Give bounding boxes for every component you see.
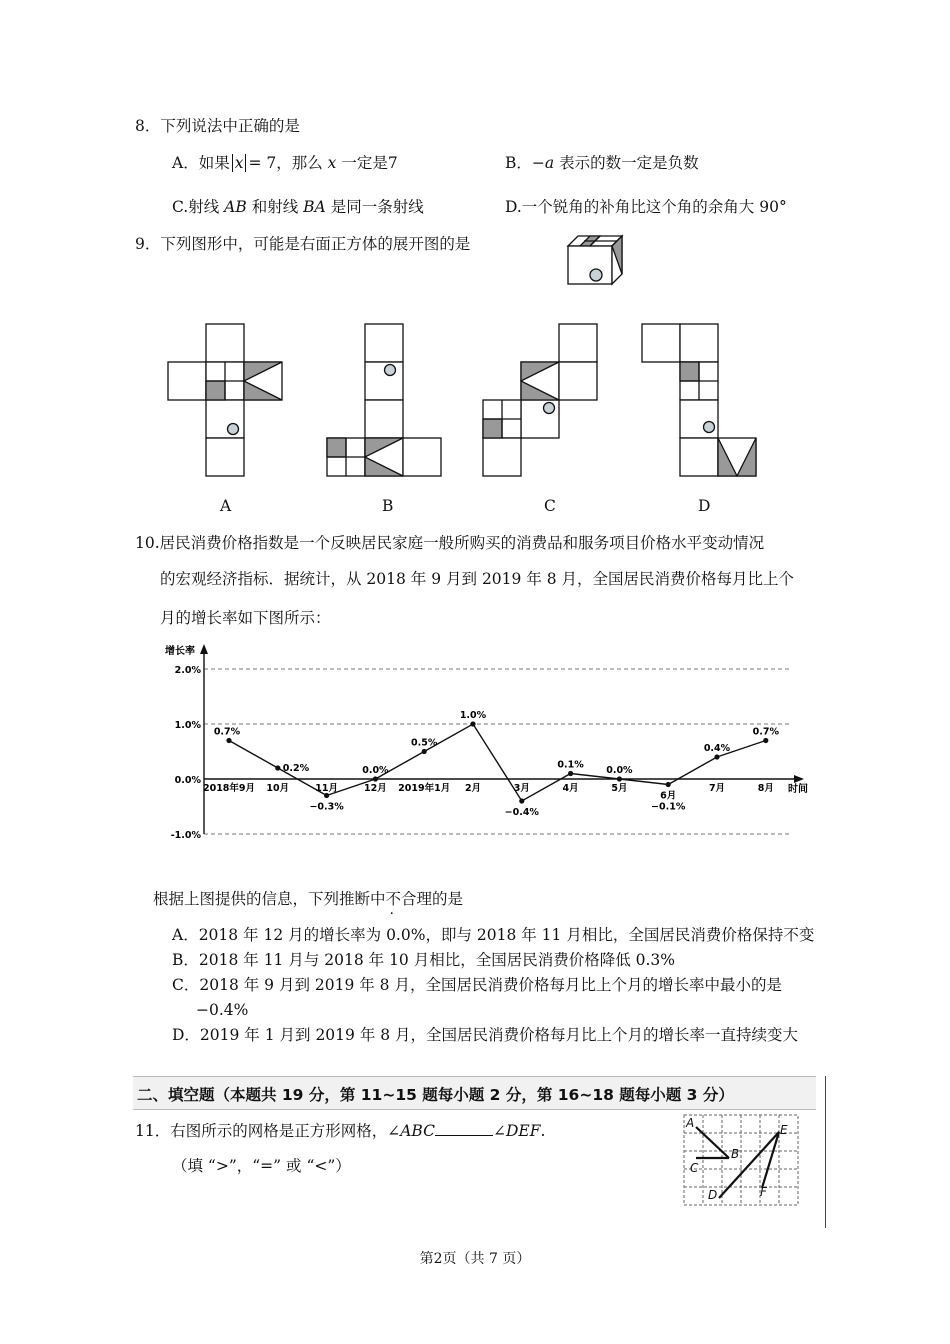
q10-option-c-cont: −0.4% bbox=[196, 1001, 249, 1019]
x-tick-label: 7月 bbox=[708, 783, 726, 794]
data-label: −0.3% bbox=[309, 801, 344, 813]
q10-line3: 月的增长率如下图所示： bbox=[160, 609, 331, 627]
data-label: 0.4% bbox=[703, 743, 731, 754]
net-a bbox=[165, 322, 287, 478]
point-c: C bbox=[690, 1161, 699, 1175]
page-footer: 第2页（共 7 页） bbox=[419, 1251, 531, 1267]
point-b: B bbox=[731, 1147, 740, 1161]
x-tick-label: 3月 bbox=[513, 783, 530, 794]
y-axis-title: 增长率 bbox=[165, 646, 195, 657]
x-tick-label: 2019年1月 bbox=[398, 783, 451, 794]
net-label-b: B bbox=[382, 497, 394, 515]
q8-option-c[interactable]: C.射线 AB 和射线 BA 是同一条射线 bbox=[172, 198, 424, 216]
point-a: A bbox=[686, 1116, 695, 1130]
data-label: 0.2% bbox=[282, 763, 310, 774]
x-tick-label: 10月 bbox=[266, 783, 290, 794]
point-e: E bbox=[780, 1123, 788, 1137]
q8-stem: 8．下列说法中正确的是 bbox=[135, 117, 300, 135]
data-point bbox=[470, 721, 475, 726]
q10-line1: 10.居民消费价格指数是一个反映居民家庭一般所购买的消费品和服务项目价格水平变动情况 bbox=[135, 534, 765, 552]
data-point bbox=[519, 798, 524, 803]
x-axis-arrow bbox=[794, 775, 804, 783]
data-label: 0.7% bbox=[213, 726, 241, 738]
angle-grid-figure bbox=[678, 1110, 808, 1210]
x-tick-label: 2月 bbox=[464, 783, 482, 794]
x-tick-label: 4月 bbox=[562, 783, 579, 794]
data-label: 0.1% bbox=[557, 759, 584, 771]
q8-option-b[interactable]: B．−a 表示的数一定是负数 bbox=[505, 154, 699, 172]
net-label-d: D bbox=[698, 497, 711, 515]
data-point bbox=[373, 776, 378, 781]
section-header bbox=[133, 1076, 816, 1110]
y-tick-label: 2.0% bbox=[174, 665, 201, 676]
point-f: F bbox=[760, 1185, 767, 1199]
y-tick-label: 1.0% bbox=[174, 720, 201, 731]
data-label: 0.0% bbox=[606, 765, 633, 776]
data-point bbox=[226, 738, 231, 743]
answer-blank[interactable] bbox=[435, 1120, 493, 1136]
data-point bbox=[763, 738, 768, 743]
data-label: −0.4% bbox=[504, 807, 539, 818]
net-label-a: A bbox=[220, 497, 232, 515]
growth-rate-chart bbox=[150, 640, 820, 872]
x-tick-label: 5月 bbox=[611, 783, 628, 794]
data-label: −0.1% bbox=[651, 801, 686, 813]
y-tick-label: -1.0% bbox=[170, 830, 201, 841]
series-line bbox=[229, 724, 766, 801]
data-point bbox=[666, 782, 671, 787]
cube-figure bbox=[560, 228, 640, 290]
q10-option-d[interactable]: D．2019 年 1 月到 2019 年 8 月，全国居民消费价格每月比上个月的增长率一直持续变大 bbox=[172, 1026, 799, 1044]
data-label: 0.7% bbox=[752, 726, 779, 738]
q8-option-d[interactable]: D.一个锐角的补角比这个角的余角大 90° bbox=[505, 198, 787, 216]
data-label: 0.5% bbox=[411, 737, 438, 749]
x-tick-label: 8月 bbox=[757, 783, 774, 794]
y-axis-arrow bbox=[200, 644, 208, 654]
q10-option-c[interactable]: C．2018 年 9 月到 2019 年 8 月，全国居民消费价格每月比上个月的增长率中最小的是 bbox=[172, 976, 782, 994]
data-point bbox=[568, 771, 573, 776]
point-d: D bbox=[708, 1188, 718, 1202]
data-point bbox=[714, 754, 719, 759]
y-tick-label: 0.0% bbox=[174, 775, 201, 786]
q9-stem: 9．下列图形中，可能是右面正方体的展开图的是 bbox=[135, 235, 471, 253]
q10-question: 根据上图提供的信息，下列推断中不合理的是 bbox=[153, 890, 464, 908]
net-b bbox=[325, 322, 447, 478]
q11-hint: （填 “>”，“=” 或 “<”） bbox=[172, 1157, 351, 1175]
q8-option-a[interactable]: A．如果 x = 7，那么 x 一定是7 bbox=[172, 154, 398, 172]
data-label: 0.0% bbox=[362, 765, 389, 776]
data-point bbox=[275, 765, 280, 770]
q10-option-a[interactable]: A．2018 年 12 月的增长率为 0.0%，即与 2018 年 11 月相比，全国居民消费价格保持不变 bbox=[172, 926, 815, 944]
x-tick-label: 6月 bbox=[660, 790, 677, 802]
q11-stem: 11．右图所示的网格是正方形网格，∠ABC ∠DEF. bbox=[135, 1122, 546, 1140]
x-tick-label: 12月 bbox=[364, 783, 387, 794]
x-tick-label: 11月 bbox=[315, 783, 338, 794]
data-label: 1.0% bbox=[459, 710, 487, 721]
q10-option-b[interactable]: B．2018 年 11 月与 2018 年 10 月相比，全国居民消费价格降低 0.3% bbox=[172, 951, 676, 969]
section-title: 二、填空题（本题共 19 分，第 11~15 题每小题 2 分，第 16~18 题每小题 3 分） bbox=[137, 1086, 734, 1104]
x-axis-title: 时间 bbox=[788, 784, 808, 795]
q10-line2: 的宏观经济指标．据统计，从 2018 年 9 月到 2019 年 8 月，全国居民消费价格每月比上个 bbox=[160, 570, 795, 588]
net-c bbox=[482, 322, 604, 478]
margin-line bbox=[825, 1076, 826, 1228]
x-tick-label: 2018年9月 bbox=[202, 783, 256, 794]
data-point bbox=[617, 776, 622, 781]
net-d bbox=[640, 322, 762, 478]
data-point bbox=[422, 749, 427, 754]
net-label-c: C bbox=[544, 497, 556, 515]
